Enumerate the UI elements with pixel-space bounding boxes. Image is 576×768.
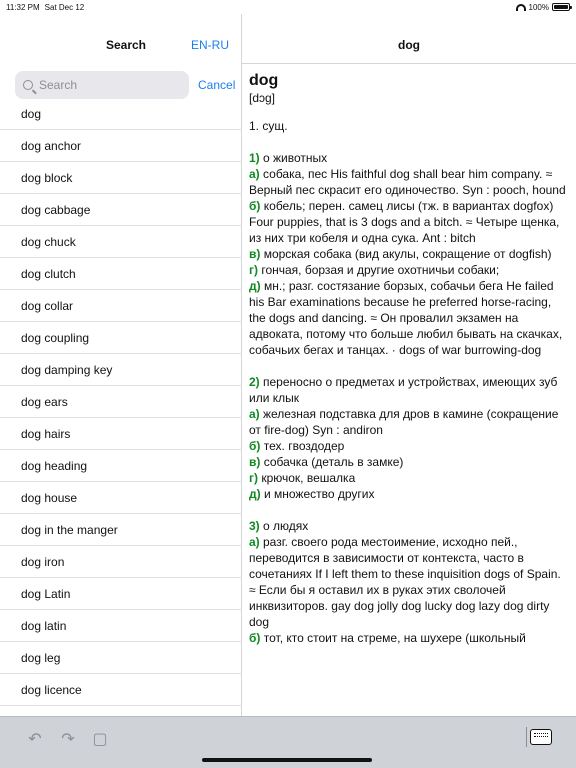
language-button[interactable]: EN-RU (191, 38, 229, 52)
list-item[interactable]: dog (0, 98, 242, 130)
sense-number: 2) (249, 375, 260, 389)
paste-icon[interactable]: ▢ (92, 731, 108, 748)
list-item[interactable]: dog collar (0, 290, 242, 322)
subsense-text: мн.; разг. состязание борзых, собачьи бега He failed his Bar examinations because he preferred horse-racing, the dogs and dancing. ≈ Он провалил экзамен на адвоката, потому что больше любил бывать на скачках, собачьих бегах и танцах. · dogs of war burrowing-dog (249, 279, 563, 357)
redo-icon[interactable]: ↷ (61, 731, 75, 748)
sense-number: 1) (249, 151, 260, 165)
subsense-text: тот, кто стоит на стреме, на шухере (школьный (260, 631, 526, 645)
status-bar (0, 0, 576, 14)
sense-text: о людях (259, 519, 309, 533)
search-placeholder: Search (39, 78, 78, 92)
list-item[interactable]: dog damping key (0, 354, 242, 386)
search-row (15, 71, 240, 99)
entry-title: dog (398, 38, 420, 52)
subsense-text: кобель; перен. самец лисы (тж. в вариантах dogfox) Four puppies, that is 3 dogs and a bitch. ≈ Четыре щенка, из них три кобеля и одна сука. Ant : bitch (249, 199, 560, 245)
subsense-label: в) (249, 247, 261, 261)
subsense-text: собачка (деталь в замке) (260, 455, 404, 469)
list-item[interactable]: dog chuck (0, 226, 242, 258)
subsense-label: а) (249, 535, 260, 549)
list-item[interactable]: dog heading (0, 450, 242, 482)
search-title: Search (105, 38, 147, 52)
subsense-text: морская собака (вид акулы, сокращение от dogfish) (260, 247, 552, 261)
subsense-label: б) (249, 439, 261, 453)
list-item[interactable]: dog clutch (0, 258, 242, 290)
battery-icon (552, 3, 570, 11)
sense-group-1 (249, 150, 569, 358)
subsense-label: г) (249, 471, 258, 485)
list-item[interactable]: dog block (0, 162, 242, 194)
sense-group-3 (249, 518, 569, 646)
subsense-label: б) (249, 199, 261, 213)
subsense-label: а) (249, 167, 260, 181)
subsense-label: г) (249, 263, 258, 277)
subsense-text: и множество других (260, 487, 375, 501)
list-item[interactable]: dog cabbage (0, 194, 242, 226)
sense-text: о животных (259, 151, 328, 165)
subsense-label: б) (249, 631, 261, 645)
subsense-text: разг. своего рода местоимение, исходно пей., переводится в зависимости от контекста, часто в сочетаниях If I left them to these inquisition dogs of Spain. ≈ Если бы я оставил их в руках этих сволочей инквизиторов. gay dog jolly dog lucky dog lazy dog dirty dog (249, 535, 561, 629)
status-date: Sat Dec 12 (44, 2, 85, 12)
subsense-text: железная подставка для дров в камине (сокращение от fire-dog) Syn : andiron (249, 407, 559, 437)
headword: dog (249, 72, 279, 89)
subsense-label: д) (249, 487, 261, 501)
keyboard-icon[interactable] (530, 729, 552, 745)
battery-percent: 100% (528, 2, 549, 12)
status-time: 11:32 PM (6, 2, 40, 12)
list-item[interactable]: dog anchor (0, 130, 242, 162)
sense-number: 3) (249, 519, 260, 533)
search-icon (23, 80, 33, 90)
undo-icon[interactable]: ↶ (28, 731, 42, 748)
list-item[interactable]: dog leg (0, 642, 242, 674)
toolbar-separator (526, 727, 527, 747)
list-item[interactable]: dog Latin (0, 578, 242, 610)
list-item[interactable]: dog ears (0, 386, 242, 418)
search-header (0, 14, 241, 64)
list-item[interactable]: dog hairs (0, 418, 242, 450)
entry-header (242, 14, 576, 64)
subsense-text: собака, пес His faithful dog shall bear him company. ≈ Верный пес скрасит его одиночество. Syn : pooch, hound (249, 167, 566, 197)
subsense-label: а) (249, 407, 260, 421)
list-item[interactable]: dog iron (0, 546, 242, 578)
word-list (0, 98, 242, 706)
subsense-label: в) (249, 455, 261, 469)
home-indicator (202, 758, 372, 762)
list-item[interactable]: dog coupling (0, 322, 242, 354)
dictionary-entry (242, 64, 576, 670)
list-item[interactable]: dog in the manger (0, 514, 242, 546)
subsense-text: гончая, борзая и другие охотничьи собаки; (258, 263, 500, 277)
sense-group-2 (249, 374, 569, 502)
list-item[interactable]: dog licence (0, 674, 242, 706)
cancel-button[interactable]: Cancel (198, 78, 236, 92)
subsense-label: д) (249, 279, 261, 293)
search-input[interactable] (15, 71, 189, 99)
subsense-text: крючок, вешалка (258, 471, 356, 485)
subsense-text: тех. гвоздодер (260, 439, 345, 453)
search-pane (0, 14, 242, 716)
transcription: [dɔg] (249, 91, 276, 105)
part-of-speech: 1. сущ. (249, 119, 288, 133)
sense-text: переносно о предметах и устройствах, имеющих зуб или клык (249, 375, 558, 405)
list-item[interactable]: dog house (0, 482, 242, 514)
entry-pane (242, 14, 576, 716)
wifi-icon (516, 4, 526, 11)
list-item[interactable]: dog latin (0, 610, 242, 642)
